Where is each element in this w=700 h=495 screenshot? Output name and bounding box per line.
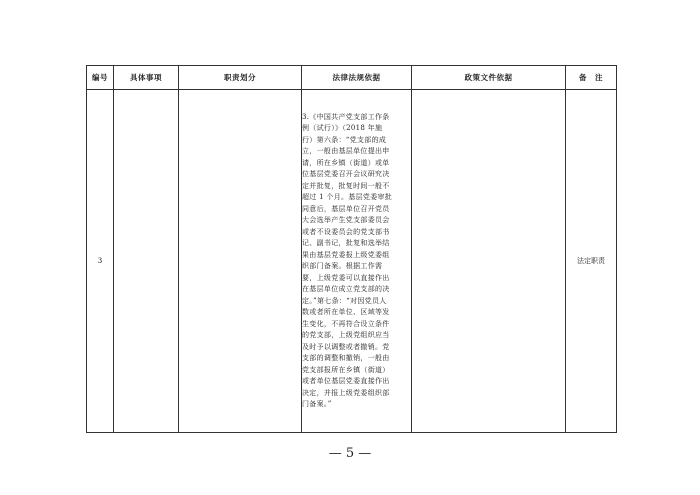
law-line: 或者单位基层党委直接作出: [302, 377, 390, 385]
law-line: 支部的调整和撤销，一般由: [302, 354, 390, 362]
law-line: 或者不设委员会的党支部书: [302, 227, 390, 236]
header-law-basis: 法律法规依据: [302, 66, 412, 90]
law-line: 立，一般由基层单位提出申: [302, 147, 390, 155]
table-row: [87, 90, 617, 433]
law-line: 要，上级党委可以直接作出: [302, 273, 390, 282]
law-line: 织部门备案。根据工作需: [302, 262, 383, 270]
table-header-row: [87, 66, 617, 90]
law-line: 超过 1 个月。基层党委审批: [302, 193, 393, 201]
cell-number: 3: [87, 90, 114, 433]
law-line: 记、副书记，批复和选举结: [302, 239, 390, 247]
cell-law-basis: [302, 90, 412, 433]
header-item: 具体事项: [114, 66, 179, 90]
law-line: 及时予以调整或者撤销。党: [302, 342, 390, 351]
law-line: 位基层党委召开会议研究决: [302, 170, 390, 178]
cell-duty: [179, 90, 302, 433]
responsibility-table: [86, 65, 617, 433]
header-remark: 备 注: [566, 66, 617, 90]
cell-remark: 法定职责: [566, 90, 617, 433]
law-line: 3.《中国共产党支部工作条: [302, 112, 390, 121]
law-line: 果由基层党委报上级党委组: [302, 250, 390, 259]
law-line: 例（试行）》（2018 年施: [302, 124, 383, 132]
law-line: 大会选举产生党支部委员会: [302, 216, 390, 224]
cell-policy-basis: [412, 90, 566, 433]
law-line: 的党支部，上级党组织应当: [302, 331, 390, 339]
law-line: 在基层单位成立党支部的决: [302, 285, 390, 293]
law-line: 生变化，不再符合设立条件: [302, 319, 390, 328]
law-line: 请，所在乡镇（街道）或单: [302, 158, 390, 167]
header-number: 编号: [87, 66, 114, 90]
law-line: 定。”第七条：“对因党员人: [302, 296, 387, 305]
page-number: — 5 —: [328, 446, 372, 461]
law-line: 行）第六条：“党支部的成: [302, 135, 387, 144]
law-line: 同意后，基层单位召开党员: [302, 204, 390, 213]
law-line: 门备案。”: [302, 400, 332, 408]
law-line: 决定，并报上级党委组织部: [302, 388, 390, 397]
law-line: 定并批复，批复时间一般不: [302, 181, 390, 190]
header-duty: 职责划分: [179, 66, 302, 90]
law-line: 党支部报所在乡镇（街道）: [302, 365, 390, 374]
header-policy-basis: 政策文件依据: [412, 66, 566, 90]
law-line: 数或者所在单位、区域等发: [302, 308, 390, 316]
cell-item: [114, 90, 179, 433]
